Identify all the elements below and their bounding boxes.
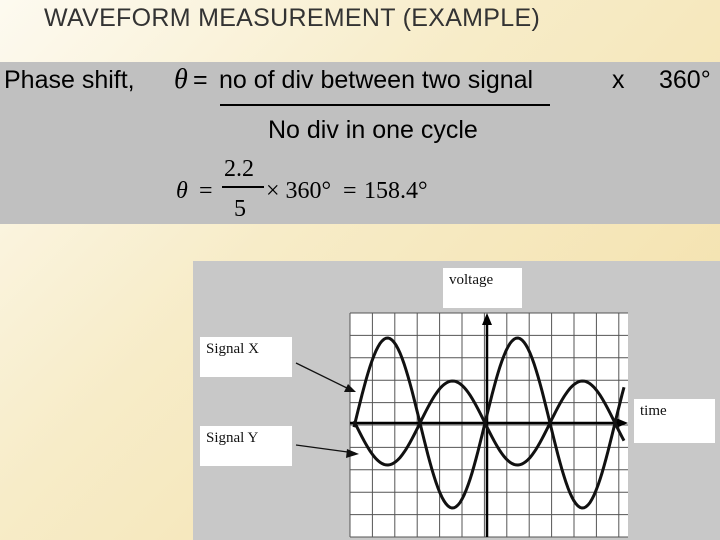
- signal-x-pointer: [296, 363, 353, 391]
- theta-symbol: θ: [174, 64, 188, 95]
- phase-shift-label: Phase shift,: [4, 66, 135, 94]
- calc-equals-2: =: [343, 178, 357, 204]
- calc-times-360: × 360°: [266, 178, 332, 204]
- graph-area: [350, 313, 628, 537]
- calc-denominator: 5: [234, 196, 246, 222]
- equals-sign: =: [193, 66, 208, 94]
- fraction-bar: [220, 104, 550, 106]
- degrees-constant: 360°: [659, 66, 711, 94]
- oscilloscope-graph: [193, 261, 720, 540]
- signal-y-pointer: [296, 445, 355, 453]
- signal-x-label: Signal X: [200, 337, 292, 377]
- formula-numerator: no of div between two signal: [219, 66, 534, 94]
- calc-numerator: 2.2: [224, 156, 254, 182]
- voltage-label: voltage: [443, 268, 522, 308]
- calc-theta: θ: [176, 178, 188, 204]
- calc-equals: =: [199, 178, 213, 204]
- signal-y-label: Signal Y: [200, 426, 292, 466]
- times-sign: x: [612, 66, 625, 94]
- slide-title: WAVEFORM MEASUREMENT (EXAMPLE): [44, 4, 541, 32]
- formula-denominator: No div in one cycle: [268, 116, 478, 144]
- figure-panel: [193, 261, 720, 540]
- calc-fraction-bar: [222, 186, 264, 188]
- time-label: time: [634, 399, 715, 443]
- formula-panel: [0, 62, 720, 224]
- calc-result: 158.4°: [364, 178, 428, 204]
